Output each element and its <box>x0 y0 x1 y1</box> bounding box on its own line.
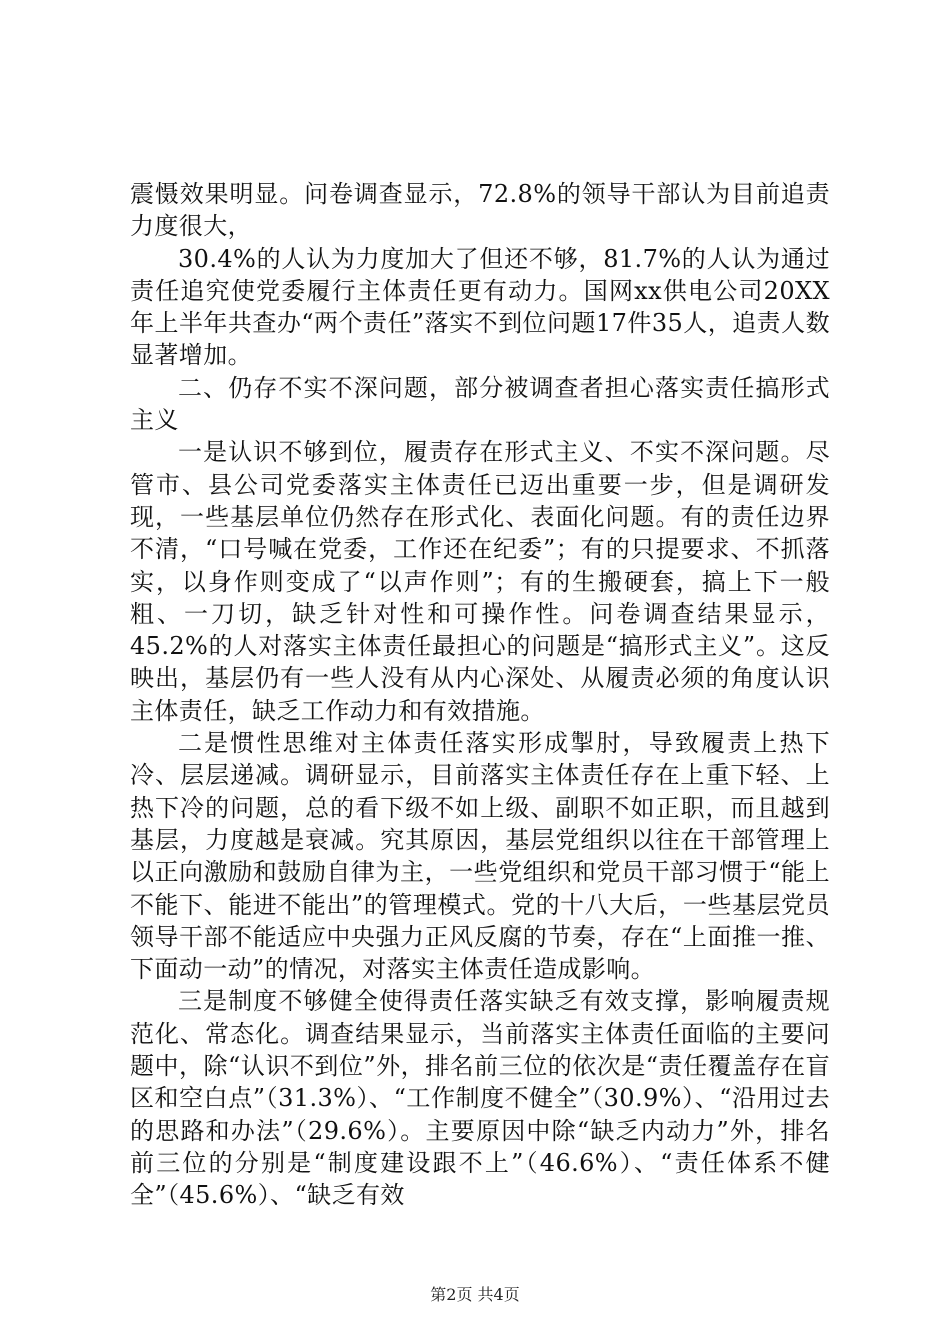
paragraph: 震慑效果明显。问卷调查显示，72.8%的领导干部认为目前追责力度很大， <box>130 180 830 241</box>
document-body <box>130 178 830 1212</box>
page-number-footer: 第2页 共4页 <box>430 1285 520 1304</box>
section-heading: 二、仍存不实不深问题，部分被调查者担心落实责任搞形式主义 <box>130 373 830 435</box>
paragraph: 30.4%的人认为力度加大了但还不够，81.7%的人认为通过责任追究使党委履行主体责任更有动力。国网xx供电公司20XX年上半年共查办“两个责任”落实不到位问题17件35人，追责人数显著增加。 <box>130 244 830 370</box>
paragraph: 一是认识不够到位，履责存在形式主义、不实不深问题。尽管市、县公司党委落实主体责任已迈出重要一步，但是调研发现，一些基层单位仍然存在形式化、表面化问题。有的责任边界不清，“口号喊在党委，工作还在纪委”；有的只提要求、不抓落实，以身作则变成了“以声作则”；有的生搬硬套，搞上下一般粗、一刀切，缺乏针对性和可操作性。问卷调查结果显示，45.2%的人对落实主体责任最担心的问题是“搞形式主义”。这反映出，基层仍有一些人没有从内心深处、从履责必须的角度认识主体责任，缺乏工作动力和有效措施。 <box>130 438 830 725</box>
paragraph: 三是制度不够健全使得责任落实缺乏有效支撑，影响履责规范化、常态化。调查结果显示，当前落实主体责任面临的主要问题中，除“认识不到位”外，排名前三位的依次是“责任覆盖存在盲区和空白点”（31.3%）、“工作制度不健全”（30.9%）、“沿用过去的思路和办法”（29.6%）。主要原因中除“缺乏内动力”外，排名前三位的分别是“制度建设跟不上”（46.6%）、“责任体系不健全”（45.6%）、“缺乏有效 <box>130 987 830 1210</box>
paragraph: 二是惯性思维对主体责任落实形成掣肘，导致履责上热下冷、层层递减。调研显示，目前落实主体责任存在上重下轻、上热下冷的问题，总的看下级不如上级、副职不如正职，而且越到基层，力度越是衰减。究其原因，基层党组织以往在干部管理上以正向激励和鼓励自律为主，一些党组织和党员干部习惯于“能上不能下、能进不能出”的管理模式。党的十八大后，一些基层党员领导干部不能适应中央强力正风反腐的节奏，存在“上面推一推、下面动一动”的情况，对落实主体责任造成影响。 <box>130 729 830 984</box>
